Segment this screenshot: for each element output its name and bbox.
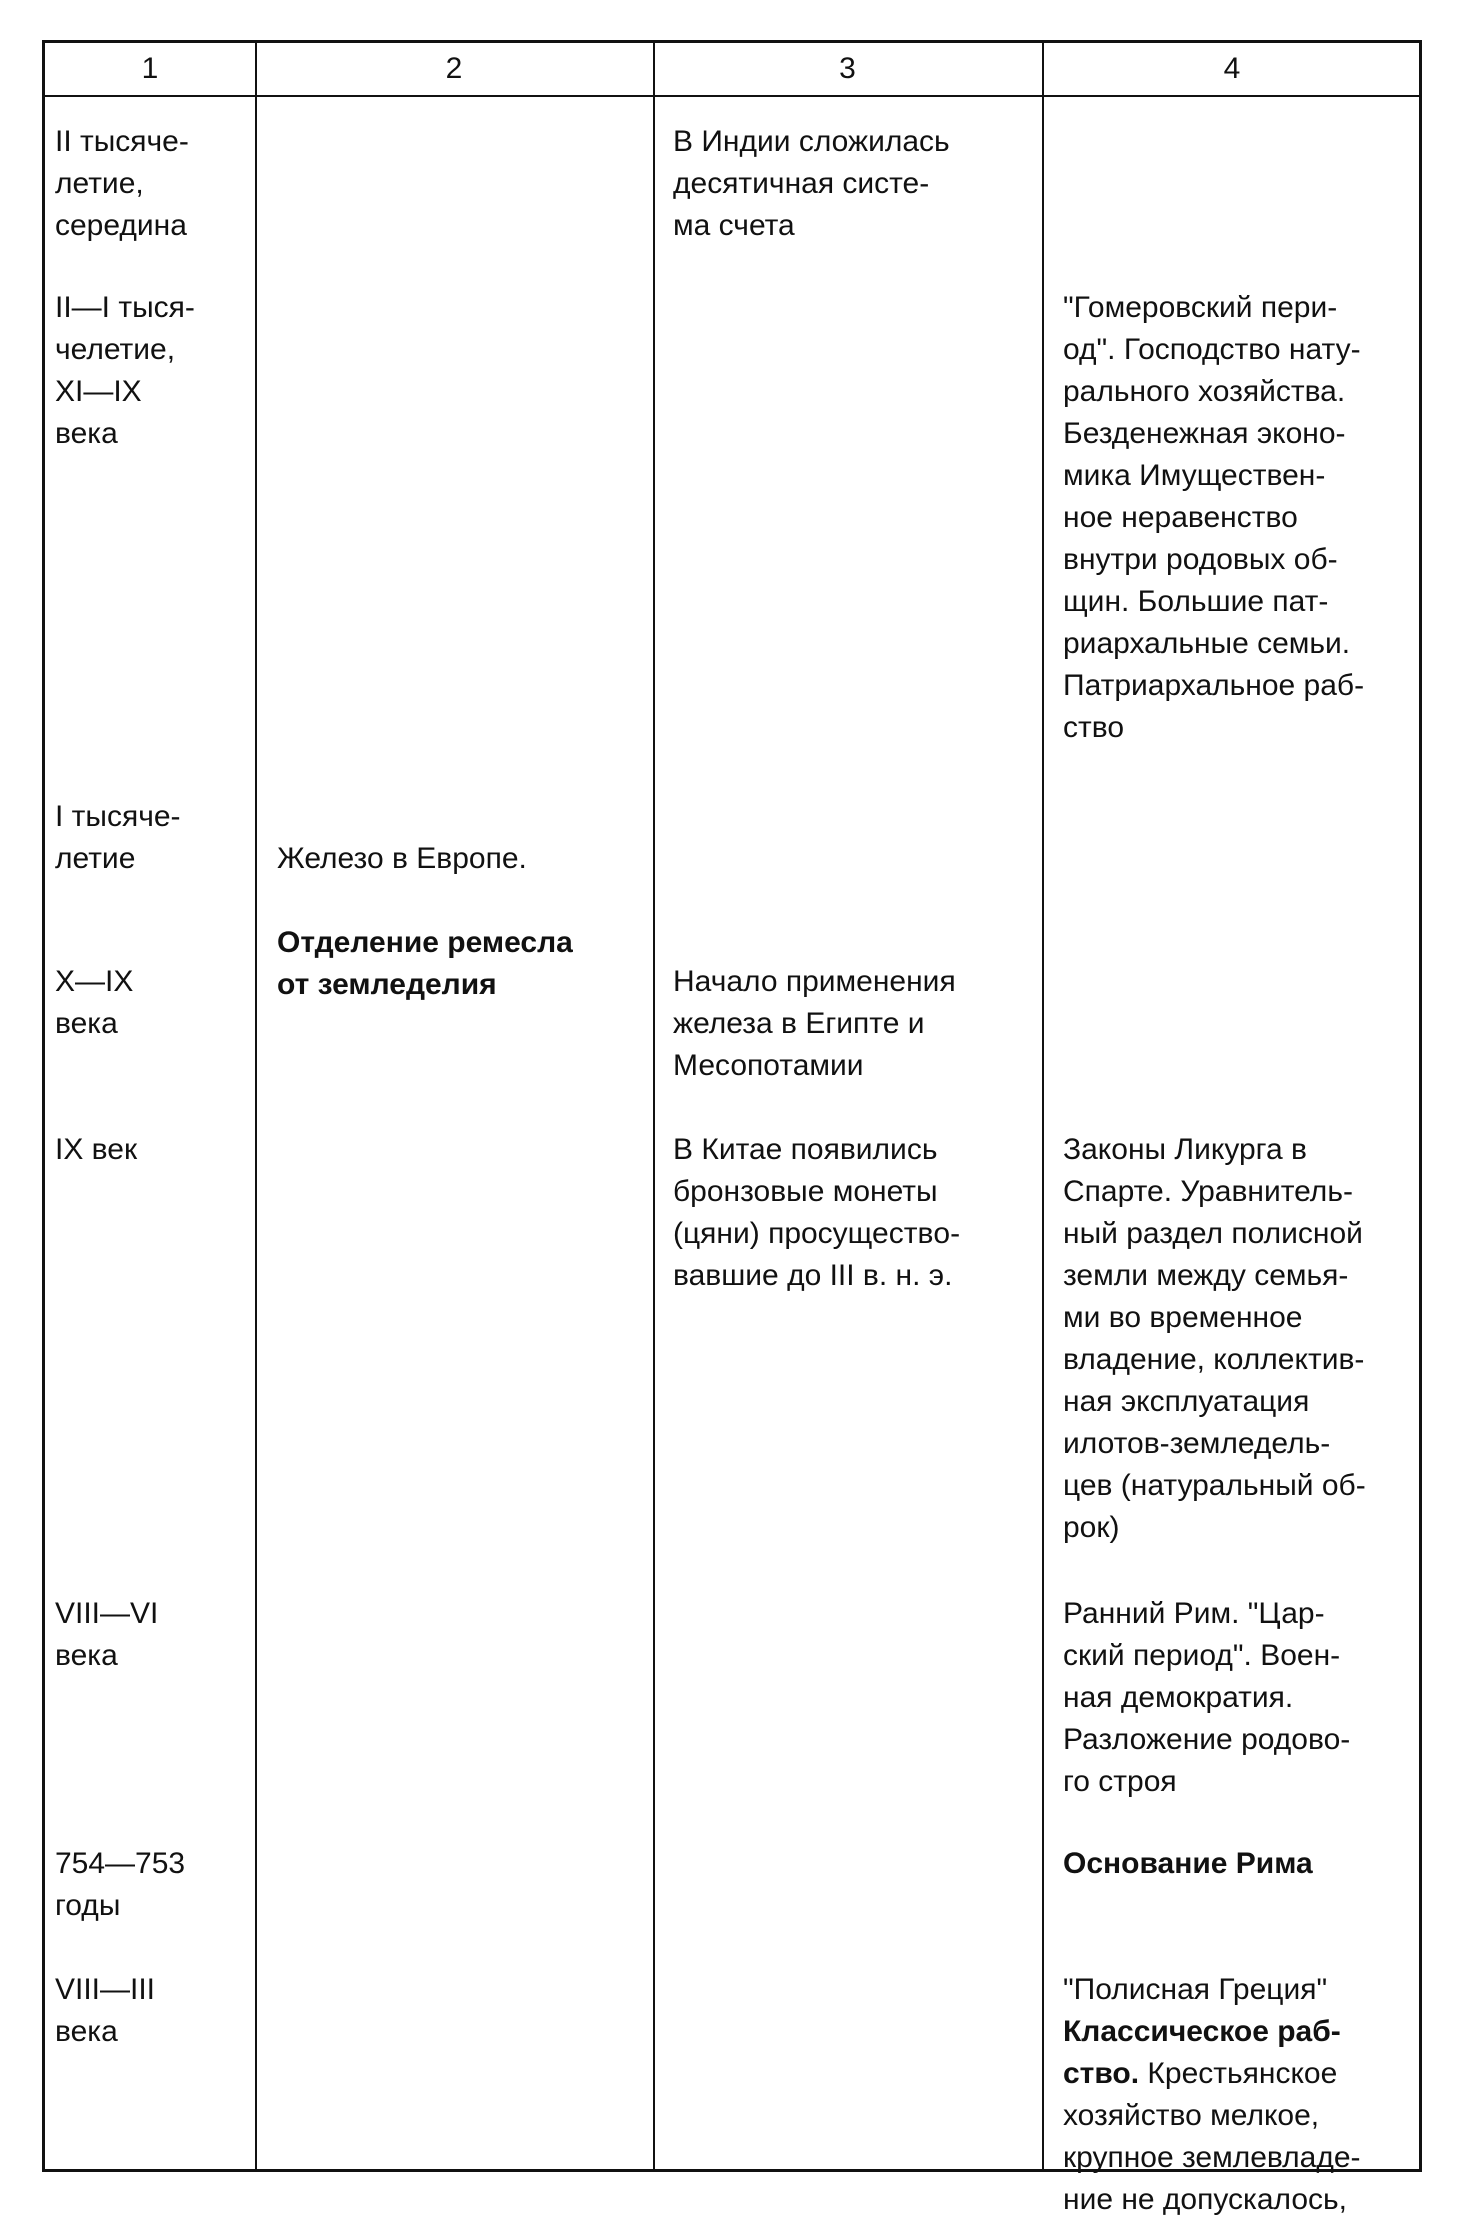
europe-cell-text: "Полисная Греция" [1063,1973,1328,2006]
period-cell: II тысяче- летие, середина [55,125,189,242]
period-cell: VIII—VI века [55,1597,159,1672]
header-cell-1: 1 [141,52,159,85]
europe-cell [1063,1969,1409,2221]
header-cell-3: 3 [839,52,856,85]
header-divider [45,95,1419,97]
column-divider [255,43,257,2169]
period-cell: X—IX века [55,965,134,1040]
period-cell: I тысяче- летие [55,800,181,875]
europe-cell-text: Крестьянское хозяйство мелкое, крупное землевладе- ние не допускалось, [1063,2057,1361,2216]
world-cell-emphasis: Отделение ремесла от земледелия [277,926,573,1001]
world-cell [277,796,639,1048]
asia-cell: В Китае появились бронзовые монеты (цяни) просуществo- вавшие до III в. н. э. [673,1133,961,1292]
header-cell-2: 2 [445,52,463,85]
europe-cell-emphasis: Классическое раб- ство. [1063,2015,1341,2090]
column-divider [1042,43,1044,2169]
header-cell-4: 4 [1223,52,1241,85]
period-cell: VIII—III века [55,1973,156,2048]
europe-cell: Основание Рима [1063,1847,1313,1880]
period-cell: II—I тыся- челетие, XI—IX века [55,291,195,450]
europe-cell: Законы Ликурга в Спарте. Уравнитель- ный раздел полисной земли между семья- ми во временное владение, коллектив- ная эксплуатация илотов-земледель- цев (натуральный об- рок) [1063,1133,1366,1544]
column-divider [653,43,655,2169]
period-cell: 754—753 годы [55,1847,186,1922]
europe-cell: "Гомеровский пери- од". Господство нату- рального хозяйства. Безденежная эконо- мика Имуществен- ное неравенство внутри родовых об- щин. Большие пат- риархальные семьи. Патриархальное раб- ство [1063,291,1365,744]
asia-cell: В Индии сложилась десятичная систе- ма счета [673,125,950,242]
period-cell: IX век [55,1133,138,1166]
europe-cell: Ранний Рим. "Цар- ский период". Воен- ная демократия. Разложение родово- го строя [1063,1597,1351,1798]
history-table [42,40,1422,2216]
world-cell-text: Железо в Европе. [277,842,527,875]
asia-cell: Начало применения железа в Египте и Месопотамии [673,965,956,1082]
